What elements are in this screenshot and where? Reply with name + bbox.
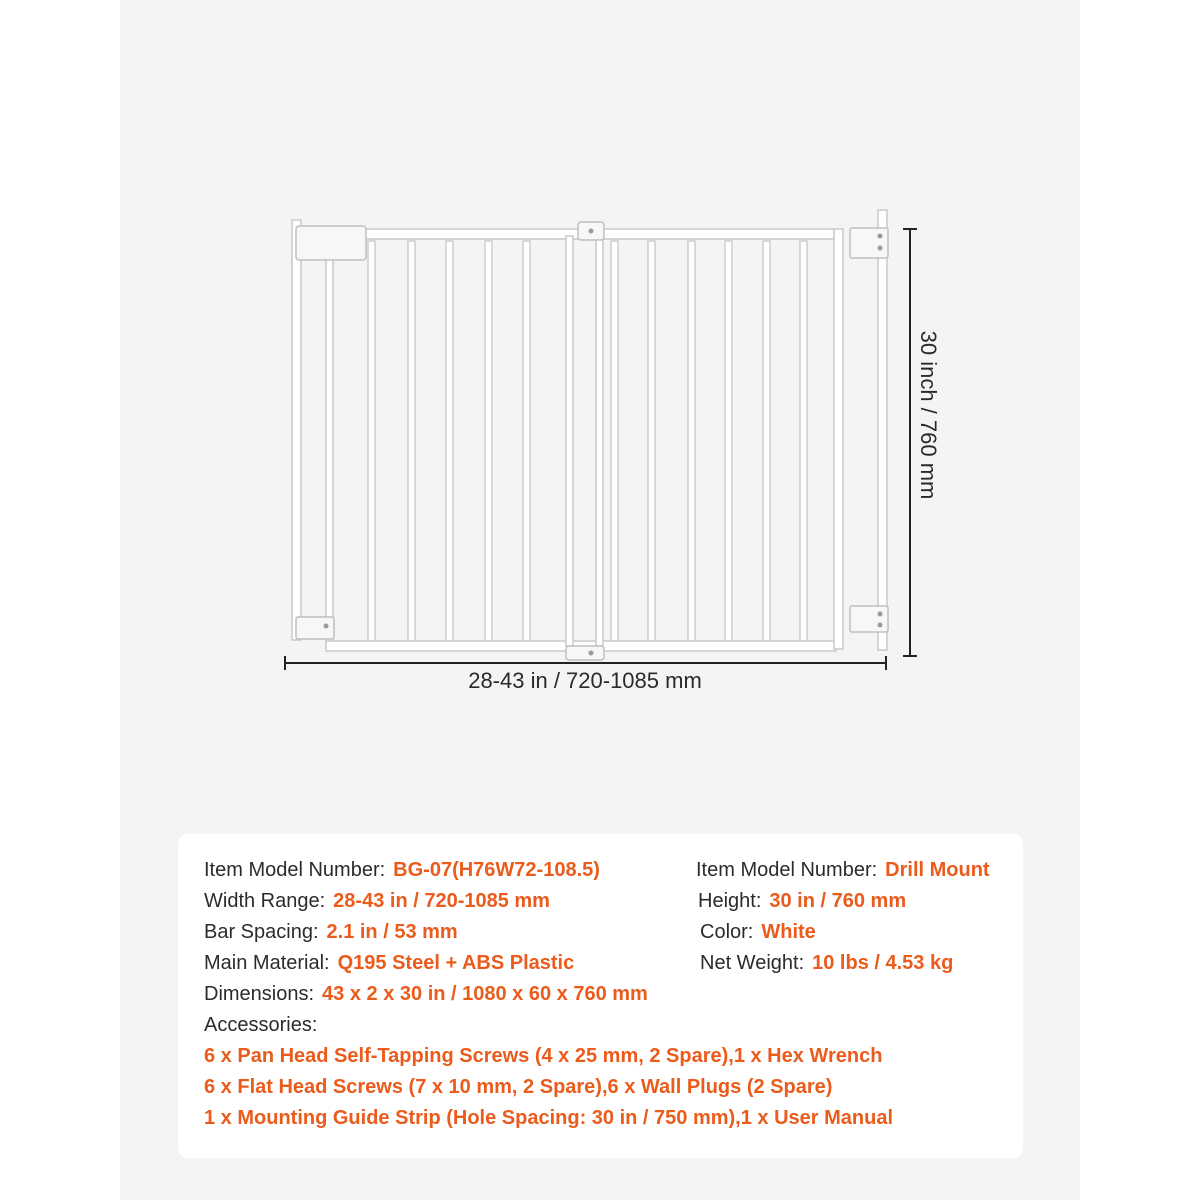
top-right-bracket [850, 228, 888, 258]
accessory-item: 1 x Mounting Guide Strip (Hole Spacing: 30 in / 750 mm),1 x User Manual [204, 1107, 894, 1129]
right-mount-strip [878, 210, 887, 650]
spec-height: Height: 30 in / 760 mm [698, 890, 907, 912]
accessory-item: 6 x Pan Head Self-Tapping Screws (4 x 25 mm, 2 Spare),1 x Hex Wrench [204, 1045, 883, 1067]
spec-color: Color: White [700, 921, 816, 943]
spec-model-number: Item Model Number: BG-07(H76W72-108.5) [204, 859, 600, 881]
spec-width-range: Width Range: 28-43 in / 720-1085 mm [204, 890, 550, 912]
width-dimension-label: 28-43 in / 720-1085 mm [468, 668, 702, 693]
spec-main-material: Main Material: Q195 Steel + ABS Plastic [204, 952, 575, 974]
top-left-bracket [296, 226, 366, 260]
accessory-item: 6 x Flat Head Screws (7 x 10 mm, 2 Spare),6 x Wall Plugs (2 Spare) [204, 1076, 833, 1098]
accessories-heading: Accessories: [204, 1014, 318, 1036]
gate-bars [368, 241, 807, 641]
spec-bar-spacing: Bar Spacing: 2.1 in / 53 mm [204, 921, 458, 943]
spec-mount-type: Item Model Number: Drill Mount [696, 859, 990, 881]
spec-net-weight: Net Weight: 10 lbs / 4.53 kg [700, 952, 954, 974]
left-mount-strip [292, 220, 301, 640]
bottom-hinge [566, 646, 604, 660]
bottom-left-bracket [296, 617, 334, 639]
bottom-right-bracket [850, 606, 888, 632]
height-dimension-label: 30 inch / 760 mm [916, 330, 941, 500]
spec-dimensions: Dimensions: 43 x 2 x 30 in / 1080 x 60 x 760 mm [204, 983, 648, 1005]
